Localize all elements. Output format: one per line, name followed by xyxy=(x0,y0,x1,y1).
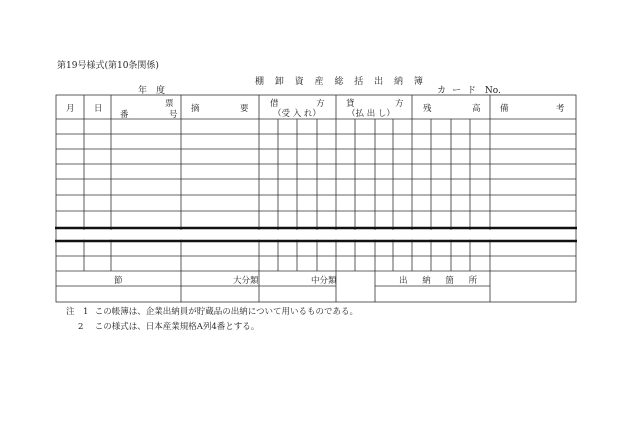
col-credit-right: 方 xyxy=(395,99,404,109)
card-no-label: No. xyxy=(484,86,501,96)
col-debit-right: 方 xyxy=(316,99,325,109)
note-2-number: 2 xyxy=(78,322,84,332)
col-summary-left: 摘 xyxy=(191,104,200,114)
col-month: 月 xyxy=(66,104,75,114)
footer-major-class-label: 大分類 xyxy=(233,276,259,286)
col-summary-right: 要 xyxy=(240,104,249,114)
col-credit-left: 貸 xyxy=(346,99,355,109)
col-debit-left: 借 xyxy=(270,99,279,109)
footer-location-label: 出 納 箇 所 xyxy=(399,276,484,286)
col-balance-right: 高 xyxy=(472,104,481,114)
col-remarks-right: 考 xyxy=(556,104,565,114)
col-voucher-left: 番 xyxy=(120,110,129,120)
col-debit-sub: （受 入 れ） xyxy=(273,109,321,119)
note-2 xyxy=(66,320,259,332)
table-lines xyxy=(56,95,576,302)
form-number: 第19号様式(第10条関係) xyxy=(57,61,159,71)
note-1-text: この帳簿は、企業出納員が貯蔵品の出納について用いるものである。 xyxy=(94,307,359,317)
col-remarks-left: 備 xyxy=(500,104,509,114)
year-label: 年度 xyxy=(138,86,175,96)
footer-medium-class-label: 中分類 xyxy=(311,276,337,286)
note-1-number: 注 1 xyxy=(66,307,89,317)
ledger-title: 棚 卸 資 産 総 括 出 納 簿 xyxy=(255,77,427,87)
note-2-text: この様式は、日本産業規格A列4番とする。 xyxy=(94,322,260,332)
col-voucher-top: 票 xyxy=(165,99,174,109)
footer-section-label: 節 xyxy=(114,276,123,286)
col-credit-sub: （払 出 し） xyxy=(347,109,395,119)
note-1 xyxy=(66,305,358,317)
col-balance-left: 残 xyxy=(423,104,432,114)
col-voucher-right: 号 xyxy=(169,110,178,120)
col-day: 日 xyxy=(94,104,103,114)
card-label: カード xyxy=(437,86,483,96)
